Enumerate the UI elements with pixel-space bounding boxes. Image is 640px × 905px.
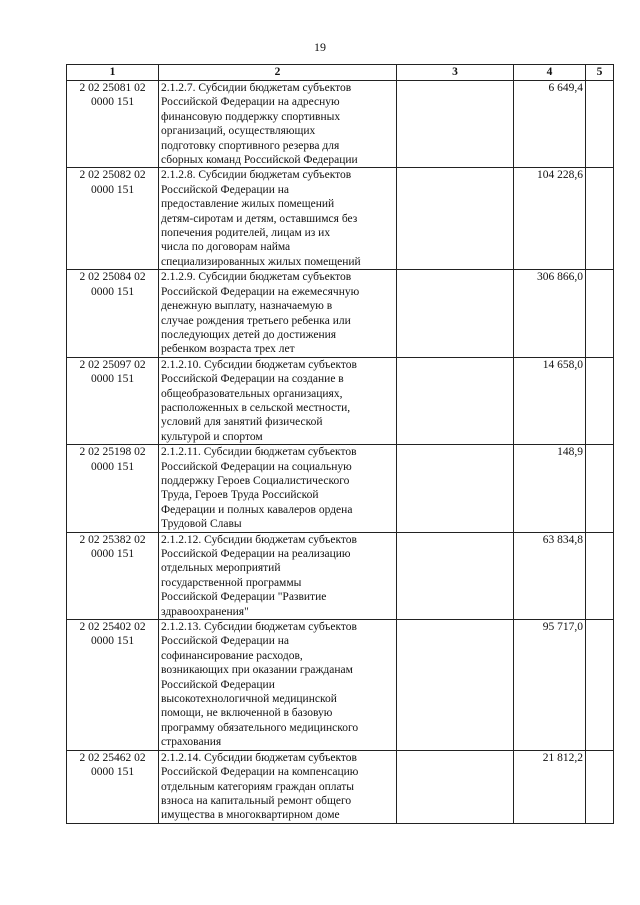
- budget-table: [66, 64, 614, 824]
- budget-code: [67, 750, 159, 823]
- amount-value: 306 866,0: [514, 270, 586, 357]
- description-line: взноса на капитальный ремонт общего: [161, 794, 352, 807]
- budget-code-line: 0000 151: [90, 460, 135, 473]
- column-5-cell: [586, 620, 614, 751]
- description-line: программу обязательного медицинского: [161, 721, 359, 734]
- description-line: последующих детей до достижения: [161, 328, 337, 341]
- column-5-cell: [586, 357, 614, 444]
- subsidy-description: [159, 81, 397, 168]
- description-line: имущества в многоквартирном доме: [161, 809, 340, 822]
- description-line: денежную выплату, назначаемую в: [161, 300, 333, 313]
- budget-code: [67, 532, 159, 619]
- budget-code-line: 0000 151: [90, 96, 135, 109]
- description-line: условий для занятий физической: [161, 416, 323, 429]
- budget-code-line: 2 02 25462 02: [79, 751, 146, 764]
- subsidy-description: [159, 357, 397, 444]
- description-line: Федерации и полных кавалеров ордена: [161, 503, 353, 516]
- description-line: предоставление жилых помещений: [161, 198, 335, 211]
- table-row: [67, 620, 614, 751]
- budget-code-line: 2 02 25402 02: [79, 621, 146, 634]
- column-3-cell: [397, 750, 514, 823]
- budget-code: [67, 81, 159, 168]
- description-line: числа по договорам найма: [161, 241, 291, 254]
- description-line: 2.1.2.8. Субсидии бюджетам субъектов: [161, 169, 352, 182]
- budget-code-line: 2 02 25097 02: [79, 358, 146, 371]
- column-5-cell: [586, 445, 614, 532]
- budget-code-line: 2 02 25198 02: [79, 446, 146, 459]
- description-line: здравоохранения": [161, 605, 249, 618]
- table-row: [67, 532, 614, 619]
- description-line: государственной программы: [161, 576, 302, 589]
- header-col-4: 4: [514, 65, 586, 81]
- budget-code: [67, 620, 159, 751]
- budget-code-line: 0000 151: [90, 635, 135, 648]
- table-row: [67, 81, 614, 168]
- description-line: Российской Федерации на: [161, 635, 289, 648]
- amount-value: 21 812,2: [514, 750, 586, 823]
- column-5-cell: [586, 81, 614, 168]
- description-line: Российской Федерации на компенсацию: [161, 766, 359, 779]
- amount-value: 95 717,0: [514, 620, 586, 751]
- description-line: 2.1.2.9. Субсидии бюджетам субъектов: [161, 271, 352, 284]
- column-5-cell: [586, 750, 614, 823]
- description-line: ребенком возраста трех лет: [161, 343, 295, 356]
- budget-code-line: 0000 151: [90, 285, 135, 298]
- amount-value: 63 834,8: [514, 532, 586, 619]
- budget-code-line: 0000 151: [90, 766, 135, 779]
- description-line: случае рождения третьего ребенка или: [161, 314, 351, 327]
- description-line: 2.1.2.12. Субсидии бюджетам субъектов: [161, 533, 357, 546]
- description-line: страхования: [161, 736, 222, 749]
- description-line: финансовую поддержку спортивных: [161, 110, 341, 123]
- budget-code: [67, 270, 159, 357]
- table-row: [67, 445, 614, 532]
- budget-code-line: 0000 151: [90, 183, 135, 196]
- description-line: поддержку Героев Социалистического: [161, 474, 350, 487]
- table-row: [67, 750, 614, 823]
- budget-code-line: 0000 151: [90, 373, 135, 386]
- table-row: [67, 357, 614, 444]
- subsidy-description: [159, 168, 397, 270]
- budget-code-line: 2 02 25382 02: [79, 533, 146, 546]
- description-line: Российской Федерации на адресную: [161, 96, 340, 109]
- amount-value: 14 658,0: [514, 357, 586, 444]
- description-line: Российской Федерации "Развитие: [161, 591, 327, 604]
- header-col-1: 1: [67, 65, 159, 81]
- column-3-cell: [397, 620, 514, 751]
- header-row: [67, 65, 614, 81]
- amount-value: 148,9: [514, 445, 586, 532]
- header-col-3: 3: [397, 65, 514, 81]
- description-line: Российской Федерации: [161, 678, 275, 691]
- description-line: помощи, не включенной в базовую: [161, 707, 333, 720]
- description-line: софинансирование расходов,: [161, 649, 303, 662]
- description-line: 2.1.2.11. Субсидии бюджетам субъектов: [161, 446, 357, 459]
- page-number: 19: [314, 40, 326, 54]
- budget-code: [67, 357, 159, 444]
- description-line: Российской Федерации на реализацию: [161, 548, 351, 560]
- table-body: [67, 81, 614, 824]
- description-line: детям-сиротам и детям, оставшимся без: [161, 212, 358, 225]
- column-3-cell: [397, 270, 514, 357]
- subsidy-description: [159, 270, 397, 357]
- description-line: Российской Федерации на создание в: [161, 373, 344, 386]
- description-line: сборных команд Российской Федерации: [161, 154, 358, 167]
- subsidy-description: [159, 445, 397, 532]
- description-line: отдельным категориям граждан оплаты: [161, 780, 355, 793]
- description-line: общеобразовательных организациях,: [161, 387, 343, 400]
- description-line: Труда, Героев Труда Российской: [161, 489, 319, 502]
- header-col-2: 2: [159, 65, 397, 81]
- header-col-5: 5: [586, 65, 614, 81]
- subsidy-description: [159, 532, 397, 619]
- description-line: высокотехнологичной медицинской: [161, 693, 337, 706]
- description-line: 2.1.2.7. Субсидии бюджетам субъектов: [161, 82, 352, 94]
- description-line: 2.1.2.14. Субсидии бюджетам субъектов: [161, 751, 357, 764]
- description-line: Российской Федерации на: [161, 183, 289, 196]
- budget-code-line: 2 02 25084 02: [79, 271, 146, 284]
- budget-code-line: 0000 151: [90, 548, 135, 560]
- table-row: [67, 270, 614, 357]
- column-5-cell: [586, 532, 614, 619]
- table-row: [67, 168, 614, 270]
- column-3-cell: [397, 357, 514, 444]
- description-line: подготовку спортивного резерва для: [161, 139, 340, 152]
- budget-code-line: 2 02 25081 02: [79, 82, 146, 94]
- amount-value: 104 228,6: [514, 168, 586, 270]
- description-line: Трудовой Славы: [161, 518, 242, 531]
- column-5-cell: [586, 270, 614, 357]
- description-line: Российской Федерации на социальную: [161, 460, 352, 473]
- description-line: отдельных мероприятий: [161, 562, 281, 575]
- amount-value: 6 649,4: [514, 81, 586, 168]
- column-3-cell: [397, 81, 514, 168]
- description-line: организаций, осуществляющих: [161, 125, 316, 138]
- budget-code-line: 2 02 25082 02: [79, 169, 146, 182]
- budget-code: [67, 168, 159, 270]
- description-line: возникающих при оказании гражданам: [161, 664, 353, 677]
- column-3-cell: [397, 168, 514, 270]
- description-line: культурой и спортом: [161, 430, 263, 443]
- description-line: 2.1.2.13. Субсидии бюджетам субъектов: [161, 621, 357, 634]
- column-3-cell: [397, 445, 514, 532]
- budget-code: [67, 445, 159, 532]
- subsidy-description: [159, 750, 397, 823]
- column-5-cell: [586, 168, 614, 270]
- description-line: попечения родителей, лицам из их: [161, 227, 331, 240]
- description-line: расположенных в сельской местности,: [161, 401, 351, 414]
- description-line: 2.1.2.10. Субсидии бюджетам субъектов: [161, 358, 357, 371]
- column-3-cell: [397, 532, 514, 619]
- description-line: Российской Федерации на ежемесячную: [161, 285, 360, 298]
- description-line: специализированных жилых помещений: [161, 255, 361, 268]
- subsidy-description: [159, 620, 397, 751]
